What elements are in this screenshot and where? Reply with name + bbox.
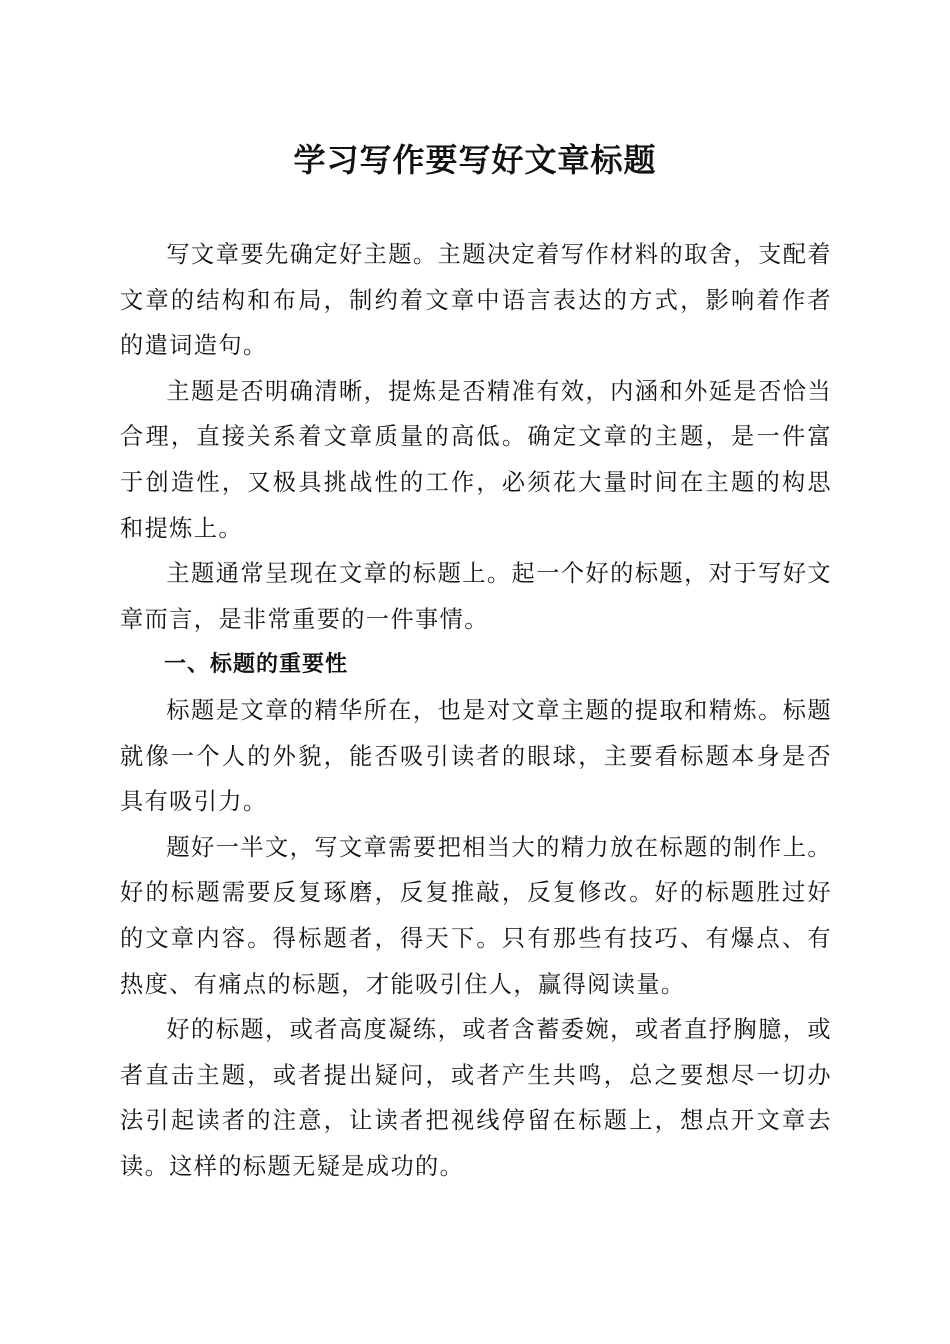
paragraph-3: 主题通常呈现在文章的标题上。起一个好的标题，对于写好文章而言，是非常重要的一件事情。 xyxy=(120,560,832,633)
paragraph-5: 题好一半文，写文章需要把相当大的精力放在标题的制作上。好的标题需要反复琢磨，反复推敲，反复修改。好的标题胜过好的文章内容。得标题者，得天下。只有那些有技巧、有爆点、有热度、有痛点的标题，才能吸引住人，赢得阅读量。 xyxy=(120,833,832,998)
section-heading: 一、标题的重要性 xyxy=(164,652,349,678)
paragraph-4: 标题是文章的精华所在，也是对文章主题的提取和精炼。标题就像一个人的外貌，能否吸引读者的眼球，主要看标题本身是否具有吸引力。 xyxy=(120,696,832,816)
document-body xyxy=(120,232,832,1189)
page-title: 学习写作要写好文章标题 xyxy=(293,141,657,179)
paragraph-1: 写文章要先确定好主题。主题决定着写作材料的取舍，支配着文章的结构和布局，制约着文章中语言表达的方式，影响着作者的遣词造句。 xyxy=(120,241,832,360)
paragraph-6: 好的标题，或者高度凝练，或者含蓄委婉，或者直抒胸臆，或者直击主题，或者提出疑问，或者产生共鸣，总之要想尽一切办法引起读者的注意，让读者把视线停留在标题上，想点开文章去读。这样的标题无疑是成功的。 xyxy=(120,1016,832,1180)
paragraph-2: 主题是否明确清晰，提炼是否精准有效，内涵和外延是否恰当合理，直接关系着文章质量的高低。确定文章的主题，是一件富于创造性，又极具挑战性的工作，必须花大量时间在主题的构思和提炼上。 xyxy=(120,377,832,542)
